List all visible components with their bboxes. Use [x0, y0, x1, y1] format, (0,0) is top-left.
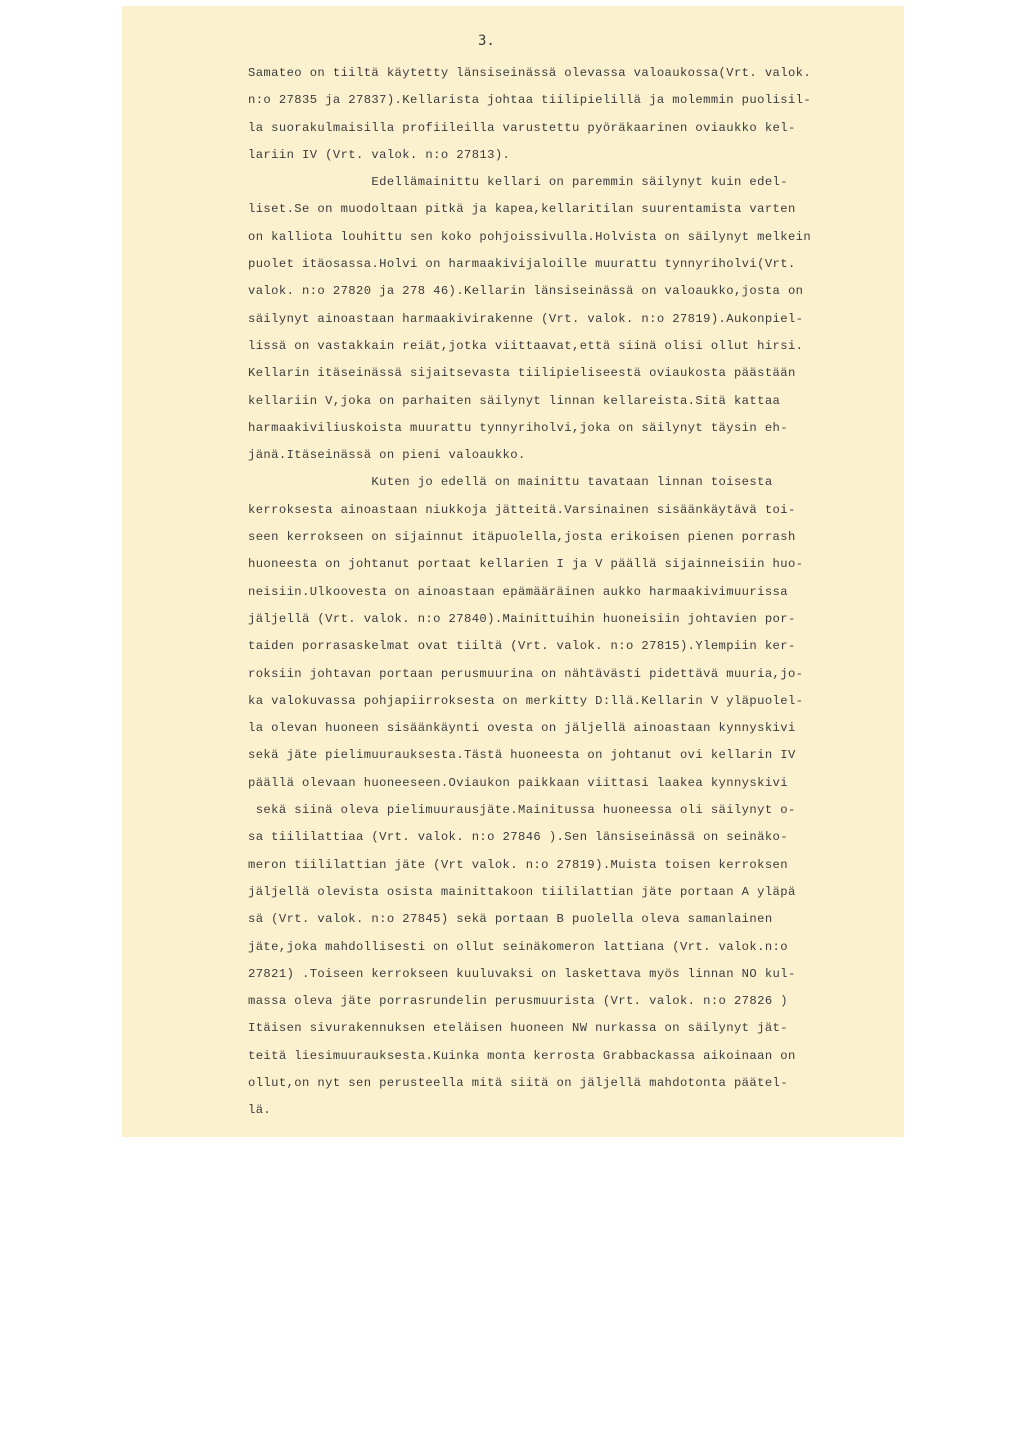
text-line: teitä liesimuurauksesta.Kuinka monta kerrosta Grabbackassa aikoinaan on: [248, 1048, 796, 1063]
text-line: roksiin johtavan portaan perusmuurina on nähtävästi pidettävä muuria,jo-: [248, 666, 804, 681]
text-line: neisiin.Ulkoovesta on ainoastaan epämääräinen aukko harmaakivimuurissa: [248, 584, 788, 599]
text-line: säilynyt ainoastaan harmaakivirakenne (Vrt. valok. n:o 27819).Aukonpiel-: [248, 311, 804, 326]
text-line: seen kerrokseen on sijainnut itäpuolella,josta erikoisen pienen porrash: [248, 530, 796, 545]
text-line: jäljellä olevista osista mainittakoon tiililattian jäte portaan A yläpä: [248, 884, 796, 899]
text-line: valok. n:o 27820 ja 278 46).Kellarin länsiseinässä on valoaukko,josta on: [248, 284, 804, 299]
text-line: n:o 27835 ja 27837).Kellarista johtaa tiilipielillä ja molemmin puolisil-: [248, 93, 812, 108]
text-line: 27821) .Toiseen kerrokseen kuuluvaksi on laskettava myös linnan NO kul-: [248, 966, 796, 981]
text-line: sekä jäte pielimuurauksesta.Tästä huoneesta on johtanut ovi kellarin IV: [248, 748, 796, 763]
text-line: Kuten jo edellä on mainittu tavataan linnan toisesta: [248, 475, 773, 490]
text-line: lariin IV (Vrt. valok. n:o 27813).: [248, 147, 511, 162]
text-line: sa tiililattiaa (Vrt. valok. n:o 27846 ).Sen länsiseinässä on seinäko-: [248, 830, 788, 845]
text-line: jänä.Itäseinässä on pieni valoaukko.: [248, 448, 526, 463]
text-line: kellariin V,joka on parhaiten säilynyt linnan kellareista.Sitä kattaa: [248, 393, 781, 408]
text-line: harmaakiviliuskoista muurattu tynnyriholvi,joka on säilynyt täysin eh-: [248, 420, 788, 435]
text-line: ka valokuvassa pohjapiirroksesta on merkitty D:llä.Kellarin V yläpuolel-: [248, 693, 804, 708]
text-line: Edellämainittu kellari on paremmin säilynyt kuin edel-: [248, 175, 788, 190]
text-line: kerroksesta ainoastaan niukkoja jätteitä.Varsinainen sisäänkäytävä toi-: [248, 502, 796, 517]
text-line: taiden porrasaskelmat ovat tiiltä (Vrt. valok. n:o 27815).Ylempiin ker-: [248, 639, 796, 654]
text-line: sä (Vrt. valok. n:o 27845) sekä portaan B puolella oleva samanlainen: [248, 912, 773, 927]
text-line: Kellarin itäseinässä sijaitsevasta tiilipieliseestä oviaukosta päästään: [248, 366, 796, 381]
text-line: puolet itäosassa.Holvi on harmaakivijaloille muurattu tynnyriholvi(Vrt.: [248, 257, 796, 272]
text-line: Samateo on tiiltä käytetty länsiseinässä olevassa valoaukossa(Vrt. valok.: [248, 66, 812, 80]
text-line: jäljellä (Vrt. valok. n:o 27840).Mainittuihin huoneisiin johtavien por-: [248, 611, 796, 626]
text-line: lissä on vastakkain reiät,jotka viittaavat,että siinä olisi ollut hirsi.: [248, 338, 804, 353]
text-line: meron tiililattian jäte (Vrt valok. n:o 27819).Muista toisen kerroksen: [248, 857, 788, 872]
text-line: la olevan huoneen sisäänkäynti ovesta on jäljellä ainoastaan kynnyskivi: [248, 721, 796, 736]
text-line: Itäisen sivurakennuksen eteläisen huoneen NW nurkassa on säilynyt jät-: [248, 1021, 788, 1036]
text-line: massa oleva jäte porrasrundelin perusmuurista (Vrt. valok. n:o 27826 ): [248, 994, 788, 1009]
text-line: päällä olevaan huoneeseen.Oviaukon paikkaan viittasi laakea kynnyskivi: [248, 775, 788, 790]
text-line: jäte,joka mahdollisesti on ollut seinäkomeron lattiana (Vrt. valok.n:o: [248, 939, 788, 954]
text-line: ollut,on nyt sen perusteella mitä siitä on jäljellä mahdotonta päätel-: [248, 1075, 788, 1090]
typed-body-text: [248, 60, 888, 1125]
text-line: la suorakulmaisilla profiileilla varustettu pyöräkaarinen oviaukko kel-: [248, 120, 796, 135]
page-number: 3.: [478, 33, 495, 49]
text-line: liset.Se on muodoltaan pitkä ja kapea,kellaritilan suurentamista varten: [248, 202, 796, 217]
text-line: sekä siinä oleva pielimuurausjäte.Mainitussa huoneessa oli säilynyt o-: [248, 803, 796, 818]
text-line: lä.: [248, 1103, 272, 1118]
text-line: huoneesta on johtanut portaat kellarien I ja V päällä sijainneisiin huo-: [248, 557, 804, 572]
text-line: on kalliota louhittu sen koko pohjoissivulla.Holvista on säilynyt melkein: [248, 229, 812, 244]
